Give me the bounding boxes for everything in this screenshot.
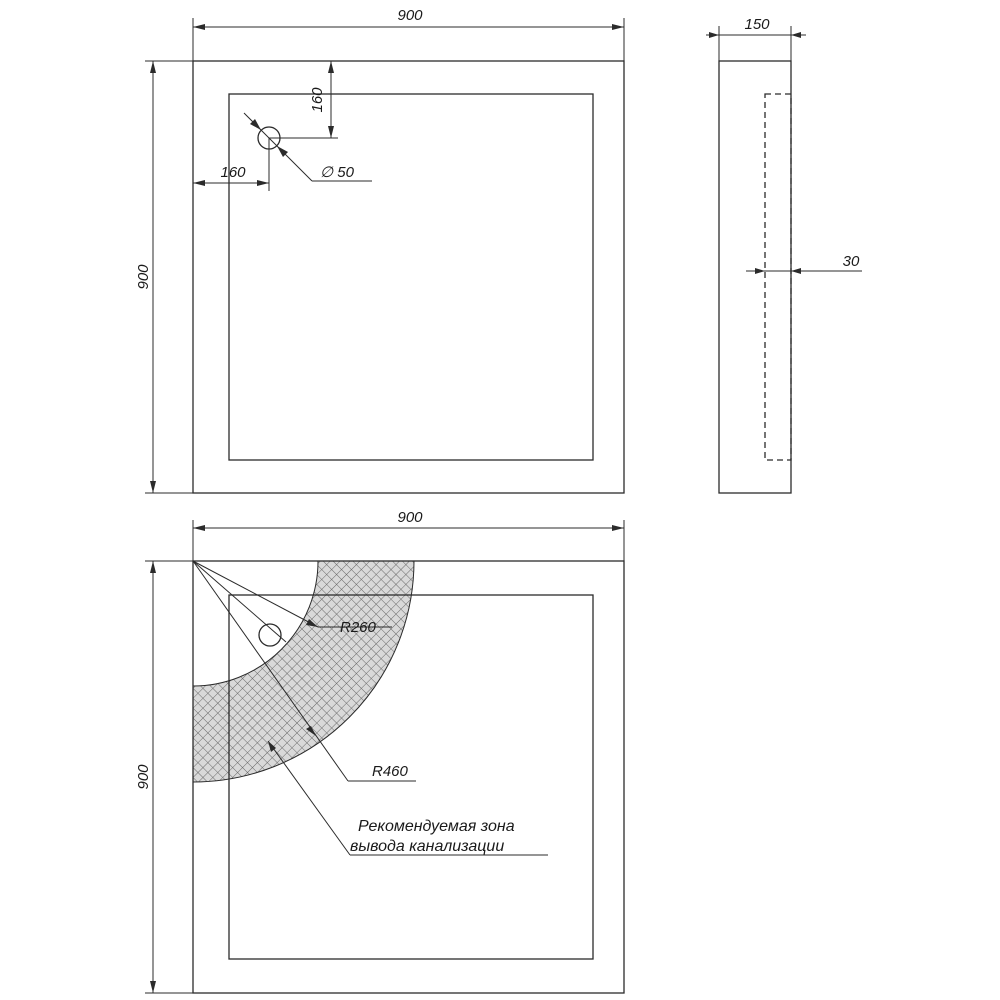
side-inset-label: 30	[842, 253, 860, 270]
top-height-label: 900	[135, 264, 152, 290]
top-width-dimension	[193, 7, 624, 61]
side-depth-dimension	[706, 16, 806, 61]
tray-inner-top	[229, 94, 593, 460]
bottom-height-dimension	[135, 561, 193, 993]
recommended-drain-zone	[193, 561, 414, 782]
drain-diameter-label: ∅ 50	[320, 164, 354, 181]
side-inset-dimension	[746, 253, 862, 274]
side-depth-label: 150	[744, 16, 770, 33]
tray-outline-side	[719, 61, 791, 493]
bottom-width-dimension	[193, 509, 624, 561]
drain-offset-y-label: 160	[309, 87, 326, 113]
drain-offset-y-dimension	[269, 61, 338, 138]
drain-offset-x-dimension	[193, 138, 269, 191]
side-view	[706, 16, 862, 493]
r460-label: R460	[372, 763, 408, 780]
bottom-width-label: 900	[397, 509, 423, 526]
top-height-dimension	[135, 61, 193, 493]
drain-offset-x-label: 160	[220, 164, 246, 181]
bottom-view	[135, 509, 624, 993]
top-width-label: 900	[397, 7, 423, 24]
top-view	[135, 7, 624, 493]
zone-note-line2: вывода канализации	[350, 838, 505, 855]
bottom-height-label: 900	[135, 764, 152, 790]
r260-label: R260	[340, 619, 376, 636]
tray-recess-hidden-line	[765, 94, 791, 460]
zone-note-line1: Рекомендуемая зона	[358, 818, 515, 835]
tray-outline-bottom	[193, 561, 624, 993]
zone-note-leader	[268, 741, 548, 855]
